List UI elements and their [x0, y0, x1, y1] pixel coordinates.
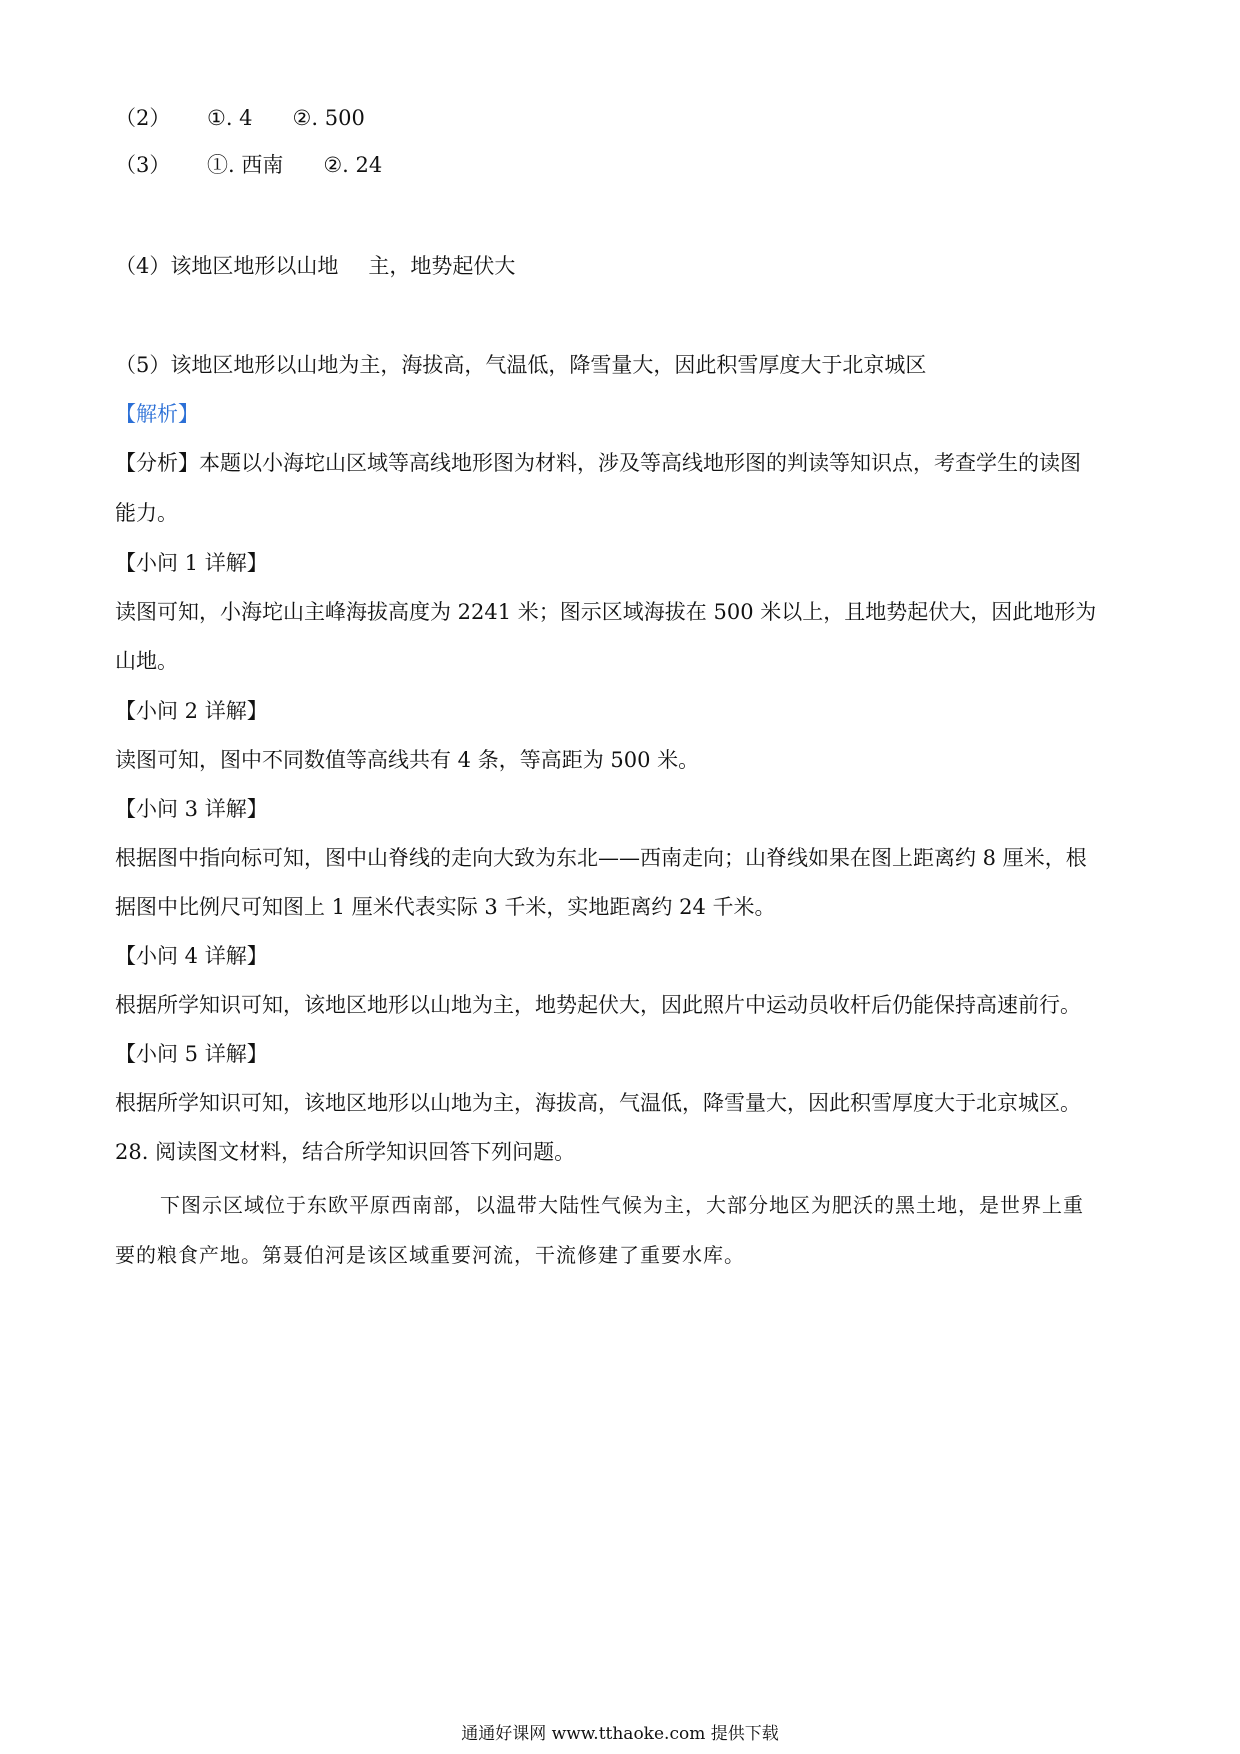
answer-4-part2: 主，地势起伏大 — [368, 254, 516, 278]
answer-5-row: （5）该地区地形以山地为主，海拔高，气温低，降雪量大，因此积雪厚度大于北京城区 — [115, 353, 927, 377]
q3-line-2: 据图中比例尺可知图上 1 厘米代表实际 3 千米，实地距离约 24 千米。 — [115, 895, 776, 919]
q4-heading: 【小问 4 详解】 — [115, 944, 268, 968]
answer-3-label: （3） — [115, 153, 171, 177]
q5-line-1: 根据所学知识可知，该地区地形以山地为主，海拔高，气温低，降雪量大，因此积雪厚度大于北京城区。 — [115, 1091, 1081, 1115]
answer-2-option-2: ②. 500 — [292, 106, 365, 130]
answer-4-part1: （4）该地区地形以山地 — [115, 254, 339, 278]
answer-4-row — [115, 251, 1130, 281]
material-line-2: 要的粮食产地。第聂伯河是该区域重要河流，干流修建了重要水库。 — [115, 1243, 745, 1267]
q2-line-1: 读图可知，图中不同数值等高线共有 4 条，等高距为 500 米。 — [115, 748, 700, 772]
q1-line-2: 山地。 — [115, 649, 178, 673]
analysis-label: 【解析】 — [115, 402, 199, 426]
q4-line-1: 根据所学知识可知，该地区地形以山地为主，地势起伏大，因此照片中运动员收杆后仍能保持高速前行。 — [115, 993, 1081, 1017]
answer-2-label: （2） — [115, 106, 171, 130]
question-28: 28. 阅读图文材料，结合所学知识回答下列问题。 — [115, 1140, 576, 1164]
q1-heading: 【小问 1 详解】 — [115, 551, 268, 575]
answer-2-row — [115, 103, 1130, 133]
analysis-line-1: 【分析】本题以小海坨山区域等高线地形图为材料，涉及等高线地形图的判读等知识点，考查学生的读图 — [115, 451, 1081, 475]
material-line-1: 下图示区域位于东欧平原西南部，以温带大陆性气候为主，大部分地区为肥沃的黑土地，是世界上重 — [160, 1193, 1084, 1217]
q2-heading: 【小问 2 详解】 — [115, 699, 268, 723]
answer-3-option-1: ①. 西南 — [207, 153, 284, 177]
analysis-line-2: 能力。 — [115, 501, 178, 525]
q1-line-1: 读图可知，小海坨山主峰海拔高度为 2241 米；图示区域海拔在 500 米以上，且地势起伏大，因此地形为 — [115, 600, 1097, 624]
answer-3-option-2: ②. 24 — [323, 153, 383, 177]
q3-heading: 【小问 3 详解】 — [115, 797, 268, 821]
q5-heading: 【小问 5 详解】 — [115, 1042, 268, 1066]
answer-3-row — [115, 150, 1130, 180]
footer-source: 通通好课网 www.tthaoke.com 提供下载 — [461, 1724, 779, 1744]
q3-line-1: 根据图中指向标可知，图中山脊线的走向大致为东北——西南走向；山脊线如果在图上距离约 8 厘米，根 — [115, 846, 1087, 870]
answer-2-option-1: ①. 4 — [207, 106, 253, 130]
